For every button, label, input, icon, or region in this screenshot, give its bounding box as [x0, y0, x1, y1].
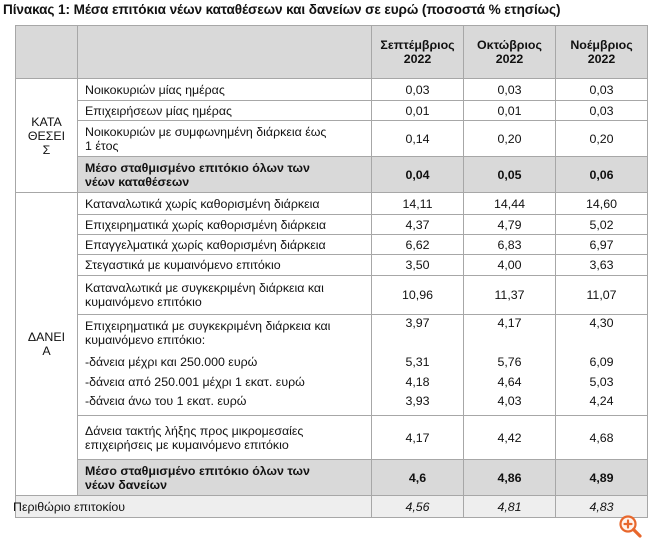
table-row: [16, 79, 648, 101]
cell-value: 5,02: [556, 215, 648, 235]
row-label: Επιχειρηματικά με συγκεκριμένη διάρκεια και κυμαινόμενο επιτόκιο:: [78, 315, 372, 352]
table-row: [16, 392, 648, 416]
table-row: [16, 193, 648, 215]
cell-value: 10,96: [372, 276, 464, 315]
cell-value: 4,03: [464, 392, 556, 416]
table-row: [16, 372, 648, 392]
cell-value: 0,20: [464, 121, 556, 157]
cell-value: 0,06: [556, 157, 648, 193]
cell-value: 3,50: [372, 255, 464, 276]
month-name: Οκτώβριος: [477, 38, 542, 52]
zoom-in-icon[interactable]: [617, 513, 643, 539]
cell-value: 14,44: [464, 193, 556, 215]
cell-value: 11,07: [556, 276, 648, 315]
row-label: Επιχειρηματικά χωρίς καθορισμένη διάρκεια: [78, 215, 372, 235]
cell-value: 6,83: [464, 235, 556, 255]
loans-average-row: [16, 460, 648, 496]
row-label: Νοικοκυριών με συμφωνημένη διάρκεια έως 1 έτος: [78, 121, 372, 157]
cell-value: 0,14: [372, 121, 464, 157]
cell-value: 4,6: [372, 460, 464, 496]
row-label: Νοικοκυριών μίας ημέρας: [78, 79, 372, 101]
header-month-nov: [556, 26, 648, 79]
row-label: -δάνεια από 250.001 μέχρι 1 εκατ. ευρώ: [78, 372, 372, 392]
cell-value: 5,76: [464, 352, 556, 372]
row-label: Μέσο σταθμισμένο επιτόκιο όλων των νέων δανείων: [78, 460, 372, 496]
cell-value: 0,01: [464, 101, 556, 121]
cell-value: 11,37: [464, 276, 556, 315]
cell-value: 4,24: [556, 392, 648, 416]
cell-value: 0,20: [556, 121, 648, 157]
row-label: Καταναλωτικά χωρίς καθορισμένη διάρκεια: [78, 193, 372, 215]
cell-value: 14,60: [556, 193, 648, 215]
row-label: Επιχειρήσεων μίας ημέρας: [78, 101, 372, 121]
cell-value: 4,42: [464, 416, 556, 460]
cell-value: 4,89: [556, 460, 648, 496]
cell-value: 0,03: [556, 79, 648, 101]
deposits-average-row: [16, 157, 648, 193]
table-row: [16, 416, 648, 460]
cell-value: 6,97: [556, 235, 648, 255]
cell-value: 5,31: [372, 352, 464, 372]
cell-value: 0,03: [464, 79, 556, 101]
margin-row: [16, 496, 648, 518]
header-blank-description: [78, 26, 372, 79]
row-label: -δάνεια μέχρι και 250.000 ευρώ: [78, 352, 372, 372]
cell-value: 0,01: [372, 101, 464, 121]
cell-value: 0,05: [464, 157, 556, 193]
cell-value: 6,62: [372, 235, 464, 255]
category-deposits: ΚΑΤΑ ΘΕΣΕΙ Σ: [16, 79, 78, 193]
cell-value: 4,17: [372, 416, 464, 460]
cell-value: 4,64: [464, 372, 556, 392]
cell-value: 14,11: [372, 193, 464, 215]
row-label: Επαγγελματικά χωρίς καθορισμένη διάρκεια: [78, 235, 372, 255]
cell-value: 4,68: [556, 416, 648, 460]
row-label: -δάνεια άνω του 1 εκατ. ευρώ: [78, 392, 372, 416]
month-name: Νοέμβριος: [570, 38, 633, 52]
category-loans: ΔΑΝΕΙ Α: [16, 193, 78, 496]
cell-value: 0,03: [556, 101, 648, 121]
cell-value: 0,04: [372, 157, 464, 193]
cell-value: 4,81: [464, 496, 556, 518]
month-year: 2022: [403, 52, 432, 66]
cell-value: 5,03: [556, 372, 648, 392]
month-name: Σεπτέμβριος: [380, 38, 455, 52]
table-row: [16, 101, 648, 121]
header-row: [16, 26, 648, 79]
month-year: 2022: [587, 52, 616, 66]
cell-value: 0,03: [372, 79, 464, 101]
cell-value: 3,97: [372, 315, 464, 352]
cell-value: 4,37: [372, 215, 464, 235]
cell-value: 4,18: [372, 372, 464, 392]
table-caption: Πίνακας 1: Μέσα επιτόκια νέων καταθέσεων και δανείων σε ευρώ (ποσοστά % ετησίως): [3, 2, 561, 17]
table-row: [16, 121, 648, 157]
row-label: Δάνεια τακτής λήξης προς μικρομεσαίες επιχειρήσεις με κυμαινόμενο επιτόκιο: [78, 416, 372, 460]
row-label: Καταναλωτικά με συγκεκριμένη διάρκεια και κυμαινόμενο επιτόκιο: [78, 276, 372, 315]
cell-value: 3,93: [372, 392, 464, 416]
row-label: Περιθώριο επιτοκίου: [16, 496, 372, 518]
header-month-oct: [464, 26, 556, 79]
row-label: Στεγαστικά με κυμαινόμενο επιτόκιο: [78, 255, 372, 276]
cell-value: 4,79: [464, 215, 556, 235]
cell-value: 4,30: [556, 315, 648, 352]
cell-value: 4,56: [372, 496, 464, 518]
cell-value: 3,63: [556, 255, 648, 276]
table-row: [16, 215, 648, 235]
table-row: [16, 235, 648, 255]
table-row: [16, 255, 648, 276]
header-month-sep: [372, 26, 464, 79]
month-year: 2022: [495, 52, 524, 66]
cell-value: 4,83: [556, 496, 648, 518]
interest-rates-table: [15, 25, 648, 518]
cell-value: 4,17: [464, 315, 556, 352]
header-blank-category: [16, 26, 78, 79]
cell-value: 4,86: [464, 460, 556, 496]
cell-value: 6,09: [556, 352, 648, 372]
table-row: [16, 276, 648, 315]
row-label: Μέσο σταθμισμένο επιτόκιο όλων των νέων καταθέσεων: [78, 157, 372, 193]
table-row: [16, 315, 648, 352]
table-row: [16, 352, 648, 372]
cell-value: 4,00: [464, 255, 556, 276]
